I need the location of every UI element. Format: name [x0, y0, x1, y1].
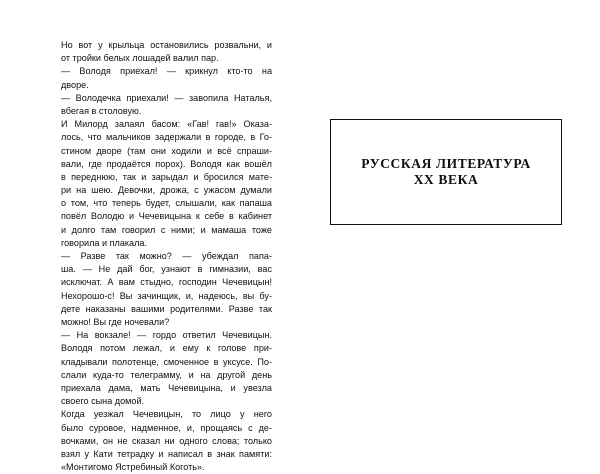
text-line: слали куда-то телеграмму, и на другой день — [61, 369, 272, 380]
text-line: в переднюю, так и зарыдал и бросился мате- — [61, 171, 272, 182]
section-title-line-1: РУССКАЯ ЛИТЕРАТУРА — [361, 156, 531, 171]
text-line: — Разве так можно? — убеждал папа- — [61, 251, 272, 262]
text-line: дете наказаны вашими родителями. Разве так — [61, 303, 272, 314]
text-line: приехала дама, мать Чечевицына, и увезла — [61, 382, 272, 393]
text-line: и долго там говорил с ними; и мамаша тоже — [61, 224, 272, 235]
text-line: «Монтигомо Ястребиный Коготь». — [61, 462, 205, 473]
text-line: вали, где продаётся порох). Володя как вошёл — [61, 158, 272, 169]
section-title-box — [330, 119, 562, 225]
text-line: ри на шею. Девочки, дрожа, с ужасом думали — [61, 185, 272, 196]
text-line: ша. — Не дай бог, узнают в гимназии, вас — [61, 264, 272, 275]
text-line: вочками, он не сказал ни одного слова; только — [61, 435, 272, 446]
text-line: повёл Володю и Чечевицына к себе в кабинет — [61, 211, 272, 222]
text-line: своего сына домой. — [61, 396, 145, 407]
text-line: взял у Кати тетрадку и написал в знак памяти: — [61, 448, 272, 459]
text-line: — Володя приехал! — крикнул кто-то на — [61, 66, 272, 77]
left-page — [0, 0, 300, 473]
text-line: кладывали полотенце, смоченное в уксусе. По- — [61, 356, 272, 367]
text-line: можно! Вы где ночевали? — [61, 317, 170, 327]
text-line: Когда уезжал Чечевицын, то лицо у него — [61, 409, 272, 420]
text-line: — Володечка приехали! — завопила Наталья, — [61, 92, 272, 103]
text-line: от тройки белых лошадей валил пар. — [61, 53, 219, 64]
text-line: Нехорошо-с! Вы зачинщик, и, надеюсь, вы бу- — [61, 290, 272, 301]
section-title-line-2: XX ВЕКА — [413, 172, 479, 187]
text-line: исключат. А вам стыдно, господин Чечевицын! — [61, 277, 272, 288]
text-line: лось, что мальчиков задержали в городе, в Го- — [61, 132, 272, 143]
story-text-column — [61, 39, 272, 474]
text-line: о том, что теперь будет, слышали, как папаша — [61, 198, 272, 209]
text-line: И Милорд залаял басом: «Гав! гав!» Оказа- — [61, 119, 272, 130]
text-line: дворе. — [61, 79, 89, 90]
right-page — [300, 0, 600, 466]
text-line: говорила и плакала. — [61, 237, 148, 248]
text-line: Но вот у крыльца остановились розвальни, и — [61, 40, 272, 50]
text-line: стином дворе (там они ходили и всё спраши- — [61, 145, 272, 156]
text-line: вбегая в столовую. — [61, 105, 142, 116]
text-line: было суровое, надменное, и, прощаясь с де- — [61, 422, 272, 433]
text-line: — На вокзале! — гордо ответил Чечевицын. — [61, 330, 272, 341]
text-line: Володя потом лежал, и ему к голове при- — [61, 343, 272, 354]
